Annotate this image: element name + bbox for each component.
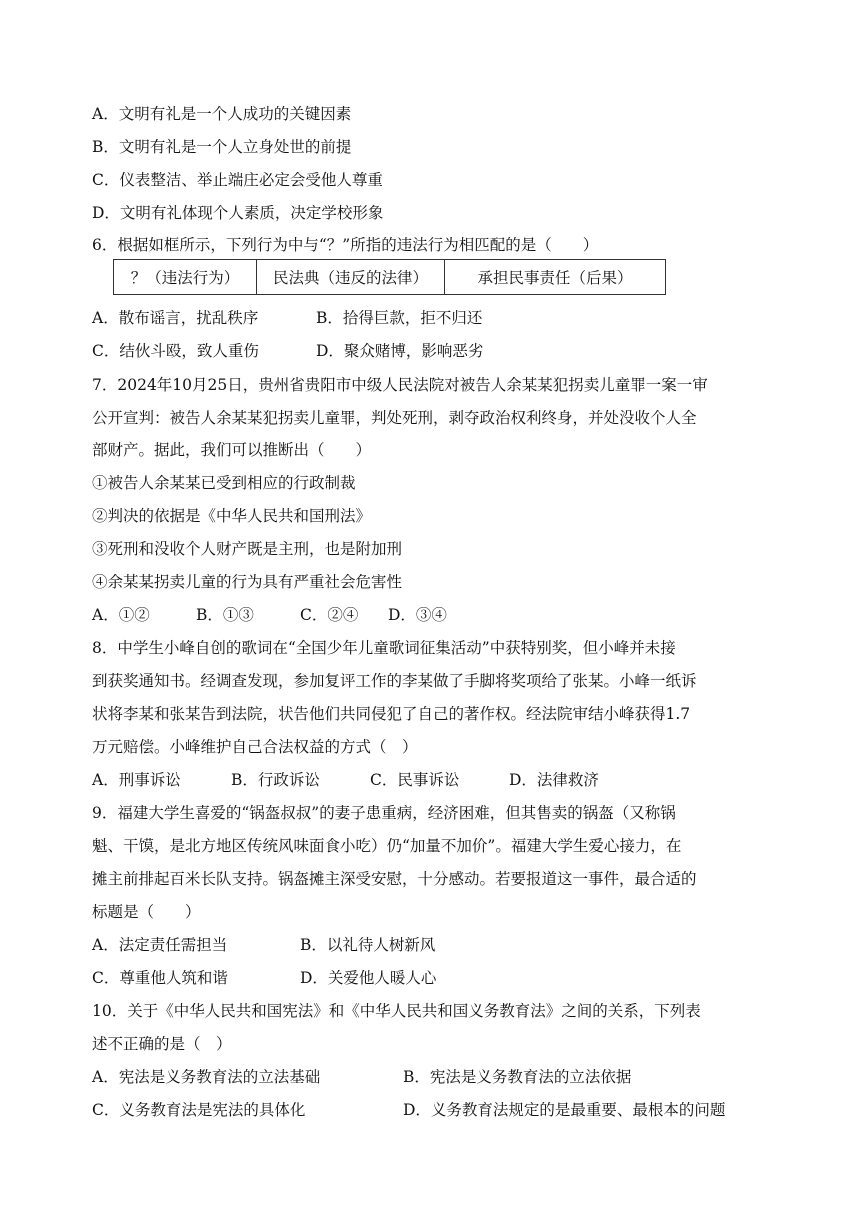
q8-option-a: A．刑事诉讼 xyxy=(92,771,181,789)
q9-stem-line-1: 9．福建大学生喜爱的“锅盔叔叔”的妻子患重病，经济困难，但其售卖的锅盔（又称锅 xyxy=(92,804,676,822)
q8-stem-line-3: 状将李某和张某告到法院，状告他们共同侵犯了自己的著作权。经法院审结小峰获得1.7 xyxy=(92,705,691,723)
q6-option-a: A．散布谣言，扰乱秩序 xyxy=(92,309,259,327)
q8-option-d: D．法律救济 xyxy=(509,771,599,789)
q10-option-b: B．宪法是义务教育法的立法依据 xyxy=(403,1068,632,1086)
q10-option-d: D．义务教育法规定的是最重要、最根本的问题 xyxy=(403,1101,726,1119)
q10-option-c: C．义务教育法是宪法的具体化 xyxy=(92,1101,306,1119)
q7-statement-2: ②判决的依据是《中华人民共和国刑法》 xyxy=(92,507,372,525)
q6-option-b: B．拾得巨款，拒不归还 xyxy=(316,309,483,327)
q7-statement-3: ③死刑和没收个人财产既是主刑，也是附加刑 xyxy=(92,540,403,558)
q7-statement-1: ①被告人余某某已受到相应的行政制裁 xyxy=(92,474,356,492)
q6-stem: 6．根据如框所示，下列行为中与“？”所指的违法行为相匹配的是（ ） xyxy=(92,236,599,254)
q6-option-c: C．结伙斗殴，致人重伤 xyxy=(92,342,259,360)
q6-info-table xyxy=(113,259,666,295)
q8-stem-line-1: 8．中学生小峰自创的歌词在“全国少年儿童歌词征集活动”中获特别奖，但小峰并未接 xyxy=(92,639,676,657)
q7-statement-4: ④余某某拐卖儿童的行为具有严重社会危害性 xyxy=(92,573,403,591)
q6-option-d: D．聚众赌博，影响恶劣 xyxy=(316,342,484,360)
q9-stem-line-3: 摊主前排起百米长队支持。锅盔摊主深受安慰，十分感动。若要报道这一事件，最合适的 xyxy=(92,870,697,888)
q8-stem-line-2: 到获奖通知书。经调查发现，参加复评工作的李某做了手脚将奖项给了张某。小峰一纸诉 xyxy=(92,672,697,690)
q9-option-c: C．尊重他人筑和谐 xyxy=(92,969,228,987)
q8-option-c: C．民事诉讼 xyxy=(370,771,460,789)
q5-option-c: C．仪表整洁、举止端庄必定会受他人尊重 xyxy=(92,171,383,189)
q7-option-a: A．①② xyxy=(92,606,150,624)
q7-stem-line-1: 7．2024年10月25日，贵州省贵阳市中级人民法院对被告人余某某犯拐卖儿童罪一案一审 xyxy=(92,376,708,394)
q8-option-b: B．行政诉讼 xyxy=(231,771,320,789)
q9-option-b: B．以礼待人树新风 xyxy=(300,936,436,954)
q6-table-cell-behavior: ？（违法行为） xyxy=(114,260,257,295)
q7-stem-line-3: 部财产。据此，我们可以推断出（ ） xyxy=(92,441,372,459)
q5-option-a: A．文明有礼是一个人成功的关键因素 xyxy=(92,105,352,123)
q8-stem-line-4: 万元赔偿。小峰维护自己合法权益的方式（ ） xyxy=(92,738,418,756)
q10-option-a: A．宪法是义务教育法的立法基础 xyxy=(92,1068,321,1086)
q6-table-cell-law: 民法典（违反的法律） xyxy=(257,260,445,295)
q6-table-cell-consequence: 承担民事责任（后果） xyxy=(445,260,666,295)
q7-option-c: C．②④ xyxy=(300,606,359,624)
q10-stem-line-2: 述不正确的是（ ） xyxy=(92,1035,232,1053)
q9-stem-line-2: 魁、干馍，是北方地区传统风味面食小吃）仍“加量不加价”。福建大学生爱心接力，在 xyxy=(92,837,682,855)
q10-stem-line-1: 10．关于《中华人民共和国宪法》和《中华人民共和国义务教育法》之间的关系，下列表 xyxy=(92,1002,701,1020)
q9-option-a: A．法定责任需担当 xyxy=(92,936,228,954)
q9-option-d: D．关爱他人暖人心 xyxy=(300,969,437,987)
q7-option-b: B．①③ xyxy=(196,606,254,624)
q7-stem-line-2: 公开宣判：被告人余某某犯拐卖儿童罪，判处死刑，剥夺政治权利终身，并处没收个人全 xyxy=(92,409,697,427)
q5-option-d: D．文明有礼体现个人素质，决定学校形象 xyxy=(92,204,384,222)
q7-option-d: D．③④ xyxy=(388,606,447,624)
q9-stem-line-4: 标题是（ ） xyxy=(92,903,201,921)
q5-option-b: B．文明有礼是一个人立身处世的前提 xyxy=(92,138,352,156)
